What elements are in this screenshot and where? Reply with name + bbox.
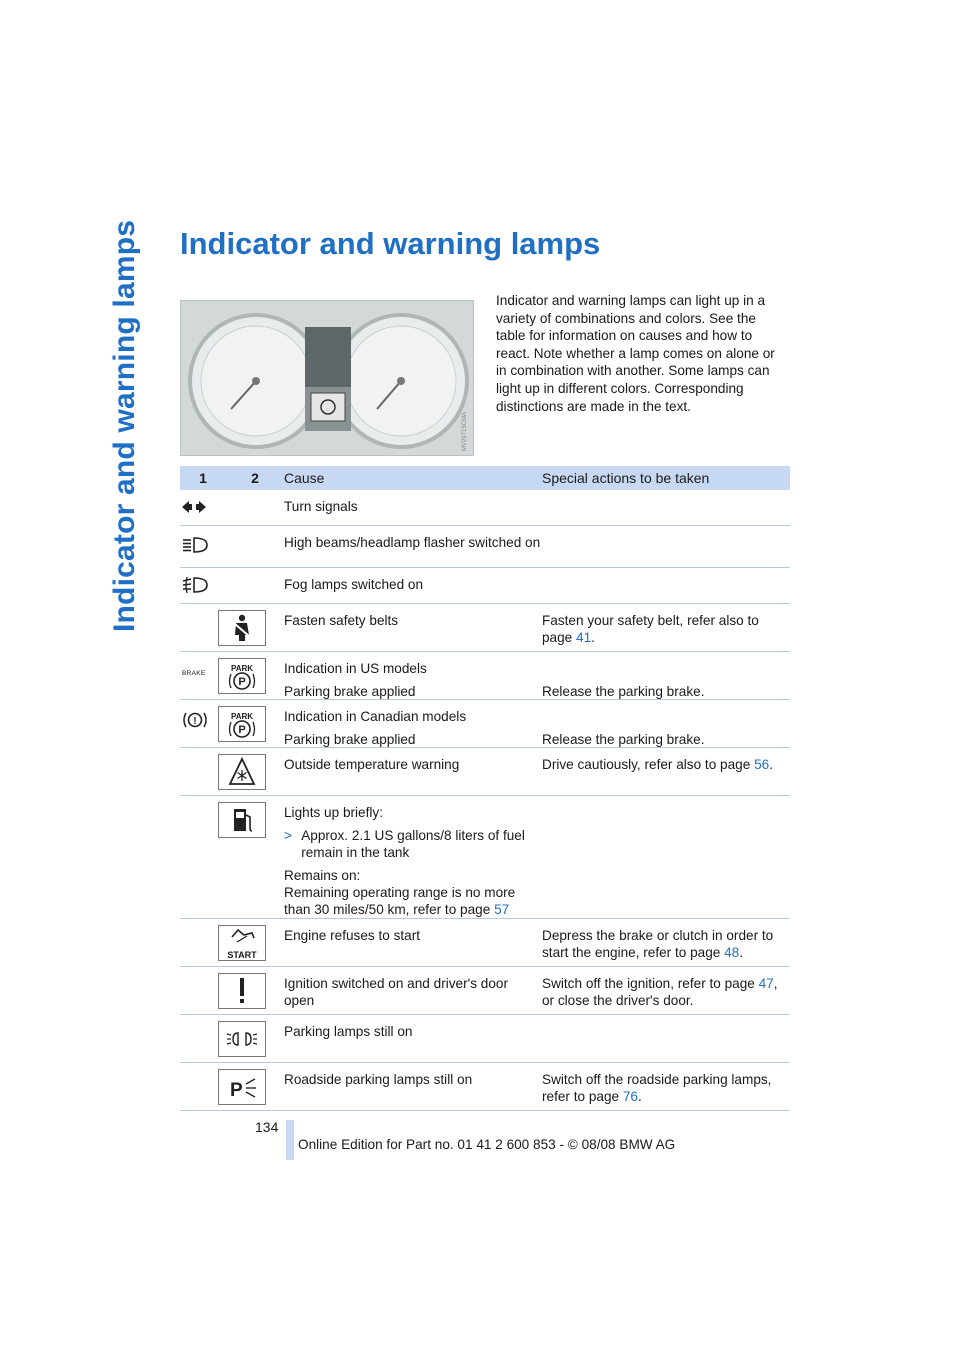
header-col2: 2: [251, 470, 259, 486]
table-row: [180, 652, 790, 700]
cause: Outside temperature warning: [284, 757, 460, 772]
page-link[interactable]: 57: [494, 902, 510, 917]
cause: Parking brake applied: [284, 732, 416, 747]
fuel-icon: [218, 802, 266, 838]
cause: High beams/headlamp flasher switched on: [284, 535, 541, 550]
svg-text:!: !: [193, 716, 197, 727]
indicator-table: [180, 466, 790, 1111]
cause: Engine refuses to start: [284, 928, 421, 943]
brake-label: BRAKE: [182, 670, 206, 677]
action: Switch off the roadside parking lamps, refer to page 76.: [542, 1072, 772, 1104]
page-link[interactable]: 48: [724, 945, 740, 960]
page-link[interactable]: 76: [622, 1089, 638, 1104]
header-action: Special actions to be taken: [542, 470, 710, 486]
cause: Remaining operating range is no more than 30 miles/50 km, refer to page 57: [284, 885, 516, 917]
table-row: [180, 796, 790, 919]
table-row: [180, 526, 790, 568]
page-link[interactable]: 56: [754, 757, 770, 772]
table-header: [180, 466, 790, 490]
table-row: [180, 967, 790, 1015]
exclamation-icon: [218, 973, 266, 1009]
page-title: Indicator and warning lamps: [180, 226, 601, 261]
table-row: [180, 568, 790, 604]
start-icon: START: [218, 925, 266, 961]
canadian-brake-icon: [182, 710, 208, 730]
turn-signal-icon: [182, 500, 206, 514]
header-cause: Cause: [284, 470, 325, 486]
cause: Fasten safety belts: [284, 613, 399, 628]
cause: Roadside parking lamps still on: [284, 1072, 473, 1087]
header-col1: 1: [199, 470, 207, 486]
action: Release the parking brake.: [542, 684, 705, 699]
action: Release the parking brake.: [542, 732, 705, 747]
parking-lamp-icon: [218, 1021, 266, 1057]
cause: Indication in Canadian models: [284, 709, 467, 724]
instrument-cluster-image: [180, 300, 474, 456]
cause: Lights up briefly:: [284, 805, 383, 820]
table-row: [180, 490, 790, 526]
seatbelt-warning-icon: [218, 610, 266, 646]
table-row: [180, 1015, 790, 1063]
cause: Fog lamps switched on: [284, 577, 424, 592]
action: Drive cautiously, refer also to page 56.: [542, 757, 773, 772]
roadside-parking-lamp-icon: [218, 1069, 266, 1105]
intro-paragraph: Indicator and warning lamps can light up in a variety of combinations and colors. See the table for information on causes and how to react. Note whether a lamp comes on alone or in combination with another. Some lamps can light up in different colors. Corresponding distinctions are made in the text.: [496, 293, 775, 414]
page-number: 134: [255, 1119, 279, 1135]
cause: Indication in US models: [284, 661, 427, 676]
table-row: [180, 919, 790, 967]
fog-lamp-icon: [182, 577, 208, 593]
svg-text:P: P: [238, 724, 246, 736]
cause: Parking brake applied: [284, 684, 416, 699]
cause: Parking lamps still on: [284, 1024, 413, 1039]
table-row: [180, 1063, 790, 1111]
sidebar-title: Indicator and warning lamps: [108, 219, 141, 632]
page-link[interactable]: 41: [576, 630, 592, 645]
footer-text: Online Edition for Part no. 01 41 2 600 853 - © 08/08 BMW AG: [298, 1137, 676, 1152]
cause: Turn signals: [284, 499, 358, 514]
bullet-item: > Approx. 2.1 US gallons/8 liters of fuel remain in the tank: [284, 828, 525, 860]
action: Switch off the ignition, refer to page 47, or close the driver's door.: [542, 976, 778, 1008]
footer-bar: [286, 1120, 294, 1160]
svg-text:MV29715CMA: MV29715CMA: [462, 411, 468, 451]
parking-brake-icon: PARK P: [218, 658, 266, 694]
table-row: [180, 700, 790, 748]
action: Fasten your safety belt, refer also to page 41.: [542, 613, 759, 645]
table-row: [180, 604, 790, 652]
ice-warning-icon: [218, 754, 266, 790]
page-link[interactable]: 47: [758, 976, 774, 991]
parking-brake-icon: PARK P: [218, 706, 266, 742]
high-beam-icon: [182, 537, 208, 553]
svg-text:P: P: [230, 1080, 243, 1101]
table-row: [180, 748, 790, 796]
cause: Remains on:: [284, 868, 361, 883]
cause: Ignition switched on and driver's door open: [284, 976, 508, 1008]
svg-text:P: P: [238, 676, 246, 688]
action: Depress the brake or clutch in order to start the engine, refer to page 48.: [542, 928, 774, 960]
